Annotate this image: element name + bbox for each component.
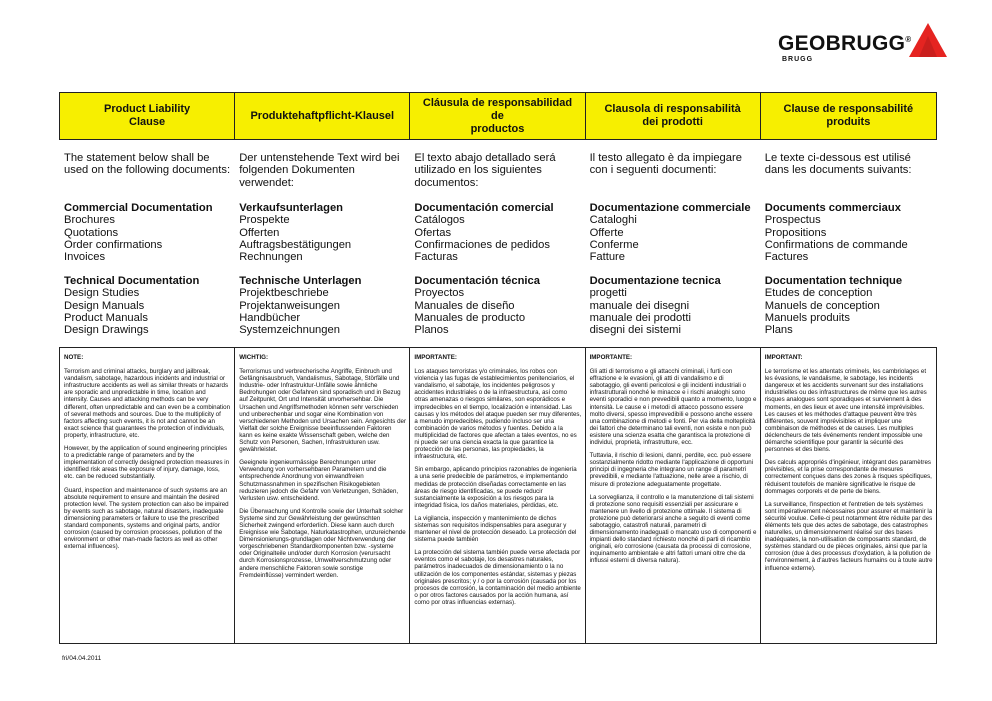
technical-item: Projektanweisungen: [239, 299, 340, 312]
intro-text: The statement below shall be used on the following documents:: [64, 152, 231, 177]
technical-item: Plans: [764, 324, 793, 337]
intro-text: Le texte ci-dessous est utilisé dans les documents suivants:: [764, 152, 912, 177]
commercial-item: Catálogos: [414, 214, 465, 227]
technical-item: Manuales de diseño: [414, 299, 515, 312]
note-paragraph: La protección del sistema también puede verse afectada por eventos como el sabotaje, los desastres naturales, parámetros inadecuados de dimensionamiento o la no utilización de los componentes estándar, sistemas y piezas originales prescritos; y / o por la corrosión (causada por los procesos de corrosión, la contaminación del medio ambiente o por otros factores causados por la acción humana, así como por otras influencias externas).: [414, 549, 581, 606]
technical-item: Manuels de conception: [764, 299, 880, 312]
technical-column: [760, 275, 935, 336]
commercial-column: [760, 202, 935, 263]
commercial-item: Facturas: [414, 251, 458, 264]
note-heading: NOTE:: [64, 354, 84, 361]
commercial-column: [409, 202, 584, 263]
technical-item: Manuels produits: [764, 311, 850, 324]
language-header-row: [59, 92, 937, 140]
technical-item: Proyectos: [414, 287, 465, 300]
commercial-title: Verkaufsunterlagen: [239, 202, 344, 214]
technical-title: Technical Documentation: [64, 275, 200, 287]
header-cell: Clause de responsabilité produits: [783, 103, 914, 128]
technical-column: [59, 275, 234, 336]
intro-text: Il testo allegato è da impiegare con i seguenti documenti:: [589, 152, 742, 177]
commercial-item: Offerte: [589, 226, 624, 239]
logo-subtitle: BRUGG: [782, 56, 814, 63]
note-paragraph: La vigilancia, inspección y mantenimiento de dichos sistemas son requisitos indispensables para asegurar y mantener el nivel de protección deseado. La protección del sistema puede también: [414, 514, 577, 544]
technical-title: Documentazione tecnica: [589, 275, 721, 287]
note-column: [235, 348, 410, 643]
technical-item: Projektbeschriebe: [239, 287, 329, 300]
technical-item: Manuales de producto: [414, 311, 526, 324]
note-paragraph: La sorveglianza, il controllo e la manutenzione di tali sistemi di protezione sono requisiti essenziali per assicurare e mantenere un livello di protezione ottimale. Il sistema di protezione può deteriorarsi anche a seguito di eventi come sabotaggio, catastrofi naturali, parametri di dimensionamento inadeguati o mancato uso di componenti e impianti dello standard richiesto nonché di parti di ricambio originali, e/o corrosione (causata da processi di corrosione, inquinamento ambientale e altri fattori umani oltre che da influssi esterni di diversa natura).: [589, 493, 757, 565]
commercial-item: Rechnungen: [239, 251, 303, 264]
header-cell: Clausola di responsabilità dei prodotti: [586, 93, 761, 139]
note-paragraph: Terrorism and criminal attacks, burglary and jailbreak, vandalism, sabotage, hazardous incidents and industrial or infrastructure accidents as well as similar threats or hazards are sporadic and unpredictable in time, location and intensity. Causes and attacking methods can be very different, often unpredictable and can even be a combination of several methods and sources. Due to the multiplicity of factors affecting such events, it is not and cannot be an exact science that guarantees the protection of individuals, property, infrastructure, etc.: [64, 368, 231, 439]
technical-title: Documentation technique: [764, 275, 903, 287]
note-heading: WICHTIG:: [239, 354, 269, 361]
commercial-item: Offerten: [239, 226, 280, 239]
note-paragraph: Gli atti di terrorismo e gli attacchi criminali, i furti con effrazione e le evasioni, gli atti di vandalismo e di sabotaggio, gli eventi pericolosi e gli incidenti industriali o infrastrutturali nonché le minacce e i rischi analoghi sono eventi sporadici e non prevedibili quanto a momento, luogo e intensità. Le cause e i metodi di attacco possono essere molto diversi, spesso imprevedibili e possono anche essere una combinazione di metodi e fonti. Per via della molteplicità dei fattori che determinano tali eventi, non esiste e non può esistere una scienza esatta che garantisca la protezione di individui, proprietà, infrastrutture, ecc.: [589, 368, 757, 447]
commercial-item: Confirmations de commande: [764, 238, 908, 251]
commercial-item: Invoices: [64, 251, 106, 264]
commercial-title: Commercial Documentation: [64, 202, 213, 214]
technical-item: Systemzeichnungen: [239, 324, 340, 337]
commercial-column: [59, 202, 234, 263]
note-paragraph: Terrorismus und verbrecherische Angriffe, Einbruch und Gefängnisausbruch, Vandalismus, Sabotage, Störfälle und Industrie- oder Infrastruktur-Unfälle sowie ähnliche Bedrohungen oder Gefahren sind sporadisch und in Bezug auf Zeitpunkt, Ort und Intensität unvorhersehbar. Die Ursachen und Angriffsmethoden können sehr verschieden und unberechenbar und sogar eine Kombination von verschiedenen Methoden und Ursachen sein. Angesichts der Vielfalt der solche Ereignisse beeinflussenden Faktoren kann es keine exakte Wissenschaft geben, welche den Schutz von Personen, Sachen, Infrastrukturen usw. gewährleistet.: [239, 368, 407, 454]
commercial-item: Ofertas: [414, 226, 452, 239]
commercial-item: Propositions: [764, 226, 827, 239]
commercial-documentation-row: [59, 202, 935, 263]
technical-item: manuale dei prodotti: [589, 311, 691, 324]
commercial-title: Documentación comercial: [414, 202, 554, 214]
technical-item: Handbücher: [239, 311, 301, 324]
technical-item: Product Manuals: [64, 311, 148, 324]
commercial-column: [234, 202, 409, 263]
commercial-title: Documents commerciaux: [764, 202, 901, 214]
commercial-item: Conferme: [589, 238, 639, 251]
note-paragraph: Sin embargo, aplicando principios razonables de ingeniería a una serie predecible de parámetros, e implementando medidas de protección diseñadas correctamente en las áreas de riesgo identificadas, se puede reducir sustancialmente la exposición a los riesgos para la integridad física, los daños materiales, pérdidas, etc.: [414, 466, 577, 509]
commercial-title: Documentazione commerciale: [589, 202, 751, 214]
geobrugg-logo: [778, 22, 948, 70]
commercial-item: Auftragsbestätigungen: [239, 238, 352, 251]
note-heading: IMPORTANT:: [764, 354, 803, 361]
note-paragraph: Los ataques terroristas y/o criminales, los robos con violencia y las fugas de establecimientos penitenciarios, el vandalismo, el sabotaje, los incidentes peligrosos y accidentes industriales o de la infraestructura, así como otras amenazas o riesgos similares, son esporádicos e impredecibles en el tiempo, localización e intensidad. Las causas y los métodos del ataque pueden ser muy diferentes, a menudo impredecibles, pudiendo incluso ser una combinación de varios métodos y fuentes. Debido a la multiplicidad de factores que afectan a tales eventos, no es ni puede ser una ciencia exacta la que garantice la protección de las personas, las propiedades, la infraestructura, etc.: [414, 368, 582, 461]
logo-triangle-icon: [908, 22, 948, 58]
note-paragraph: Des calculs appropriés d'ingénieur, intégrant des paramètres prévisibles, et la prise correspondante de mesures correctement conçues dans des zones à risques spécifiques, réduisent toutefois de manière significative le risque de dommages corporels et de perte de biens.: [764, 459, 932, 495]
technical-item: Design Drawings: [64, 324, 149, 337]
commercial-item: Prospekte: [239, 214, 290, 227]
header-cell: Cláusula de responsabilidad de productos: [410, 93, 585, 139]
header-cell: Product Liability Clause: [60, 93, 235, 139]
commercial-item: Order confirmations: [64, 238, 163, 251]
technical-column: [585, 275, 760, 336]
technical-item: Etudes de conception: [764, 287, 873, 300]
intro-text: Der untenstehende Text wird bei folgenden Dokumenten verwendet:: [239, 152, 400, 189]
technical-item: Design Studies: [64, 287, 140, 300]
note-column: [60, 348, 235, 643]
note-column: [410, 348, 585, 643]
technical-column: [234, 275, 409, 336]
intro-text: El texto abajo detallado será utilizado en los siguientes documentos:: [414, 152, 556, 189]
note-heading: IMPORTANTE:: [589, 354, 633, 361]
commercial-item: Brochures: [64, 214, 115, 227]
note-paragraph: Geeignete ingenieurmässige Berechnungen unter Verwendung von vorhersehbaren Parametern und die entsprechende Anordnung von einwandfreien Schutzmassnahmen in spezifischen Risikogebieten reduzieren jedoch die Gefahr von Verletzungen, Schäden, Verlusten usw. entscheidend.: [239, 459, 399, 502]
commercial-item: Fatture: [589, 251, 626, 264]
note-paragraph: La surveillance, l'inspection et l'entretien de tels systèmes sont impérativement nécessaires pour assurer et maintenir la sécurité voulue. Celle-ci peut notamment être réduite par des éléments tels que des actes de sabotage, des catastrophes naturelles, un dimensionnement réalisé sur des bases inadéquates, la non-utilisation de composants standard, de systèmes standard ou de pièces originales, ainsi que par la corrosion (due à des processus d'oxydation, à la pollution de l'environnement, à d'autres facteurs humains ou à toute autre influence externe).: [764, 500, 933, 572]
note-heading: IMPORTANTE:: [414, 354, 457, 361]
document-date-footer: fri/04.04.2011: [62, 655, 102, 662]
logo-wordmark: GEOBRUGG®: [778, 32, 912, 55]
note-paragraph: However, by the application of sound engineering principles to a predictable range of parameters and by the implementation of correctly designed protection measures in identified risk areas the exposure of injury, damage, loss, etc. can be reduced substantially.: [64, 445, 230, 481]
commercial-item: Prospectus: [764, 214, 821, 227]
technical-title: Technische Unterlagen: [239, 275, 362, 287]
note-paragraph: Le terrorisme et les attentats criminels, les cambriolages et les évasions, le vandalisme, le sabotage, les incidents dangereux et les accidents survenant sur des installations industrielles ou des infrastructures de même que les autres risques analogues sont sporadiques et surviennent à des moments, en des lieux et avec une intensité imprévisibles. Les causes et les méthodes d'attaque peuvent être très différentes, souvent imprévisibles et impliquer une combinaison de méthodes et de causes. Les multiples déclencheurs de tels événements rendent impossible une démarche scientifique pour garantir la sécurité des personnes et des biens.: [764, 368, 927, 454]
technical-item: progetti: [589, 287, 627, 300]
technical-documentation-row: [59, 275, 935, 336]
technical-title: Documentación técnica: [414, 275, 540, 287]
technical-item: disegni dei sistemi: [589, 324, 681, 337]
technical-column: [409, 275, 584, 336]
commercial-item: Confirmaciones de pedidos: [414, 238, 550, 251]
commercial-column: [585, 202, 760, 263]
commercial-item: Cataloghi: [589, 214, 637, 227]
technical-item: Planos: [414, 324, 449, 337]
technical-item: manuale dei disegni: [589, 299, 690, 312]
commercial-item: Factures: [764, 251, 809, 264]
technical-item: Design Manuals: [64, 299, 145, 312]
liability-notes-table: [59, 347, 937, 644]
commercial-item: Quotations: [64, 226, 119, 239]
note-column: [586, 348, 761, 643]
note-column: [761, 348, 936, 643]
note-paragraph: Tuttavia, il rischio di lesioni, danni, perdite, ecc. può essere sostanzialmente ridotto mediante l'applicazione di opportuni principi di ingegneria che integrano un range di parametri prevedibili, e mediante l'attuazione, nelle aree a rischio, di misure di protezione adeguatamente progettate.: [589, 452, 754, 488]
note-paragraph: Die Überwachung und Kontrolle sowie der Unterhalt solcher Systeme sind zur Gewährleistung der gewünschten Sicherheit zwingend erforderlich. Diese kann auch durch Ereignisse wie Sabotage, Naturkatastrophen, unzureichende Dimensionierungs-grundlagen oder Nichtverwendung der vorgeschriebenen Standardkomponenten bzw. -systeme oder Originalteile und/oder durch Korrosion (verursacht durch Korrosionsprozesse, Umweltverschmutzung oder andere menschliche Faktoren sowie sonstige Fremdeinflüsse) vermindert werden.: [239, 507, 406, 579]
note-paragraph: Guard, inspection and maintenance of such systems are an absolute requirement to ensure and maintain the desired protection level. The system protection can also be impaired by events such as sabotage, natural disasters, inadequate dimensioning parameters or failure to use the prescribed standard components, systems and original parts, and/or corrosion (caused by corrosion processes, pollution of the environment or other man-made factors as well as other external influences).: [64, 486, 229, 551]
header-cell: Produktehaftpflicht-Klausel: [235, 93, 410, 139]
intro-row: [59, 152, 935, 189]
